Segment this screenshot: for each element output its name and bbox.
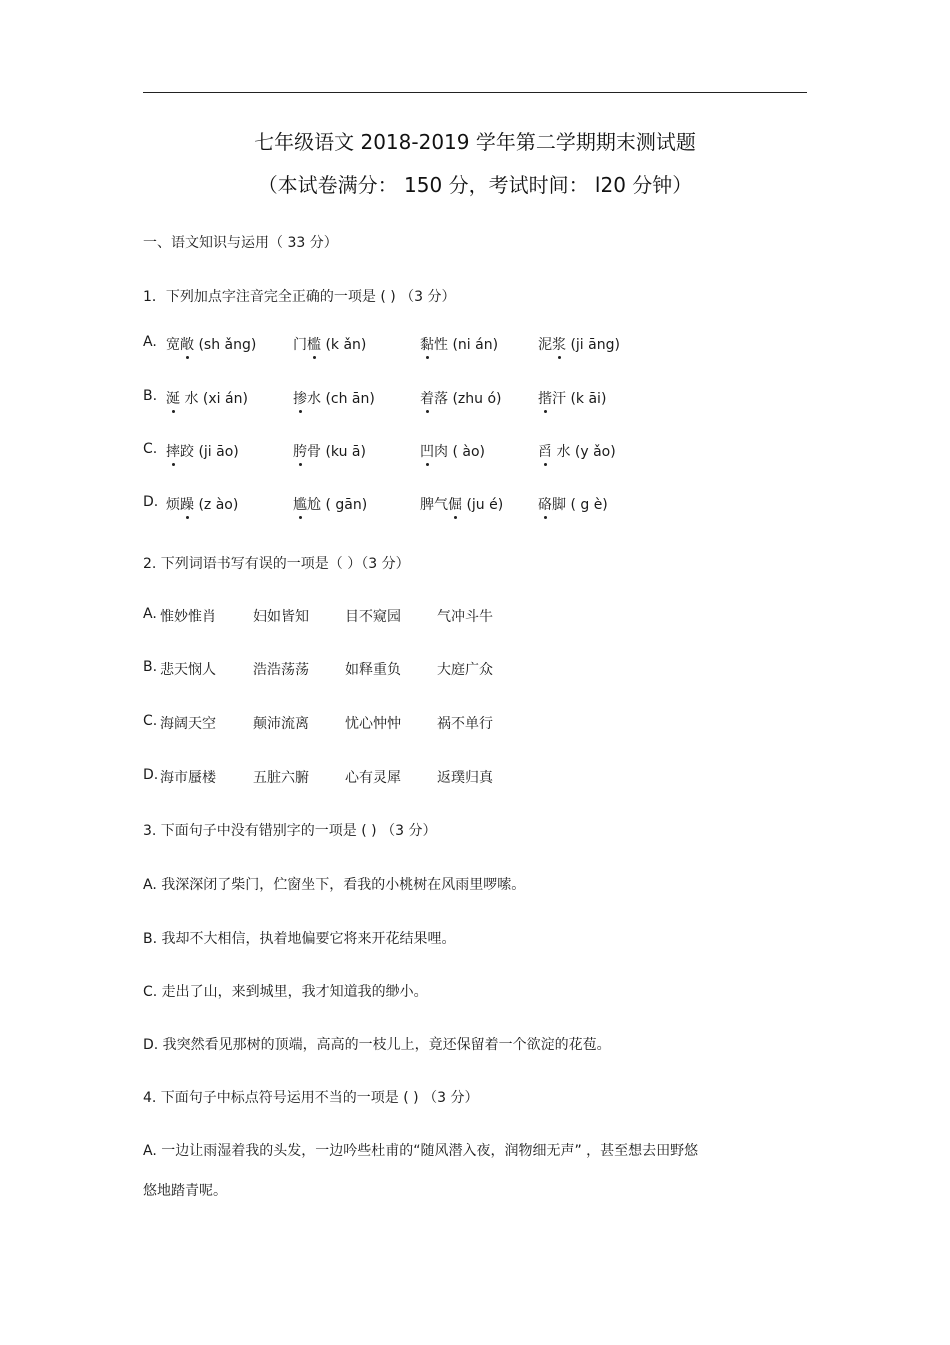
q1-dotted-character: 槛 [307,334,321,354]
q1-option-item [538,334,620,354]
q1-dotted-character: 着 [420,388,434,408]
q1-item-pinyin: 跤 (ji āo) [180,444,239,460]
q1-option-label: A. [143,334,157,350]
q1-item-pinyin: (z ào) [194,497,239,513]
q1-dotted-character: 倔 [448,494,462,514]
q1-item-pinyin: (ju é) [462,497,504,513]
q2-word: 海市蜃楼 [160,770,216,786]
q1-item-before: 宽 [166,337,180,353]
question-3-option-d: D. 我突然看见那树的顶端，高高的一枝儿上，竟还保留着一个欲淀的花苞。 [143,1037,611,1053]
q1-dotted-character: 掺 [293,388,307,408]
q2-word: 悲天悯人 [160,662,216,678]
q1-dotted-character: 敞 [180,334,194,354]
q1-dotted-character: 胯 [293,441,307,461]
q2-option-label: C. [143,713,158,729]
q1-dotted-character: 硌 [538,494,552,514]
q1-option-item [293,441,366,461]
q1-dotted-character: 躁 [180,494,194,514]
q2-option-label: A. [143,606,157,622]
q1-option-label: D. [143,494,159,510]
q1-dotted-character: 凹 [420,441,434,461]
q1-item-pinyin: (sh ǎng) [194,337,257,353]
q2-word: 气冲斗牛 [437,609,493,625]
question-3-option-a: A. 我深深闭了柴门，伫窗坐下，看我的小桃树在风雨里啰嗦。 [143,877,526,893]
q2-word: 如释重负 [345,662,401,678]
q1-item-before: 门 [293,337,307,353]
q2-word: 妇如皆知 [253,609,309,625]
q1-item-pinyin: 脚 ( g è) [552,497,608,513]
q1-item-pinyin: 水 (ch ān) [307,391,375,407]
q1-dotted-character: 尴 [293,494,307,514]
q1-item-pinyin: 落 (zhu ó) [434,391,502,407]
question-4-option-a-line1: A. 一边让雨湿着我的头发，一边吟些杜甫的“随风潜入夜，润物细无声” ，甚至想去田野悠 [143,1143,699,1159]
q1-item-pinyin: 骨 (ku ā) [307,444,366,460]
q1-option-label: B. [143,388,158,404]
question-3-option-b: B. 我却不大相信，执着地偏要它将来开花结果哩。 [143,931,456,947]
q1-option-item [420,388,501,408]
q1-option-item [166,334,256,354]
q1-option-item [420,441,485,461]
question-4-stem: 4. 下面句子中标点符号运用不当的一项是 ( ) （3 分） [143,1090,479,1106]
q1-option-item [166,441,239,461]
q1-option-item [420,334,498,354]
q2-word: 祸不单行 [437,716,493,732]
page-subtitle: （本试卷满分： 150 分，考试时间： l20 分钟） [257,173,693,197]
q1-dotted-character: 舀 [538,441,552,461]
q1-item-before: 脾气 [420,497,448,513]
q2-word: 心有灵犀 [345,770,401,786]
page-title: 七年级语文 2018-2019 学年第二学期期末测试题 [254,130,696,154]
q1-item-pinyin: 水 (y ǎo) [552,444,616,460]
q1-option-item [538,441,616,461]
q1-option-item [293,388,375,408]
question-2-stem: 2. 下列词语书写有误的一项是（ ）（3 分） [143,556,410,572]
q1-dotted-character: 黏 [420,334,434,354]
q2-word: 返璞归真 [437,770,493,786]
q2-word: 海阔天空 [160,716,216,732]
q2-word: 忧心忡忡 [345,716,401,732]
q1-item-pinyin: 水 (xi án) [180,391,248,407]
question-3-stem: 3. 下面句子中没有错别字的一项是 ( ) （3 分） [143,823,437,839]
q1-option-item [538,388,606,408]
header-rule [143,92,807,93]
q2-word: 惟妙惟肖 [160,609,216,625]
q1-dotted-character: 涎 [166,388,180,408]
q2-word: 目不窥园 [345,609,401,625]
question-3-option-c: C. 走出了山，来到城里，我才知道我的缈小。 [143,984,428,1000]
q2-word: 大庭广众 [437,662,493,678]
q2-option-label: D. [143,767,159,783]
q1-item-pinyin: 性 (ni án) [434,337,499,353]
q1-option-item [538,494,608,514]
q1-dotted-character: 浆 [552,334,566,354]
q1-item-before: 烦 [166,497,180,513]
q2-word: 五脏六腑 [253,770,309,786]
q1-option-item [293,334,366,354]
q1-item-pinyin: (ji āng) [566,337,620,353]
q1-dotted-character: 摔 [166,441,180,461]
q1-item-pinyin: 肉 ( ào) [434,444,485,460]
q1-item-pinyin: 尬 ( gān) [307,497,368,513]
q2-word: 浩浩荡荡 [253,662,309,678]
q1-dotted-character: 揩 [538,388,552,408]
q1-option-item [166,388,248,408]
question-4-option-a-line2: 悠地踏青呢。 [143,1183,227,1199]
q1-option-label: C. [143,441,158,457]
section-heading: 一、语文知识与运用（ 33 分） [143,235,338,251]
q2-word: 颠沛流离 [253,716,309,732]
q1-item-pinyin: (k ǎn) [321,337,367,353]
question-1-stem: 1．下列加点字注音完全正确的一项是 ( ) （3 分） [143,289,456,305]
q1-item-pinyin: 汗 (k āi) [552,391,607,407]
q1-option-item [420,494,503,514]
q1-option-item [166,494,238,514]
q2-option-label: B. [143,659,158,675]
q1-option-item [293,494,367,514]
q1-item-before: 泥 [538,337,552,353]
